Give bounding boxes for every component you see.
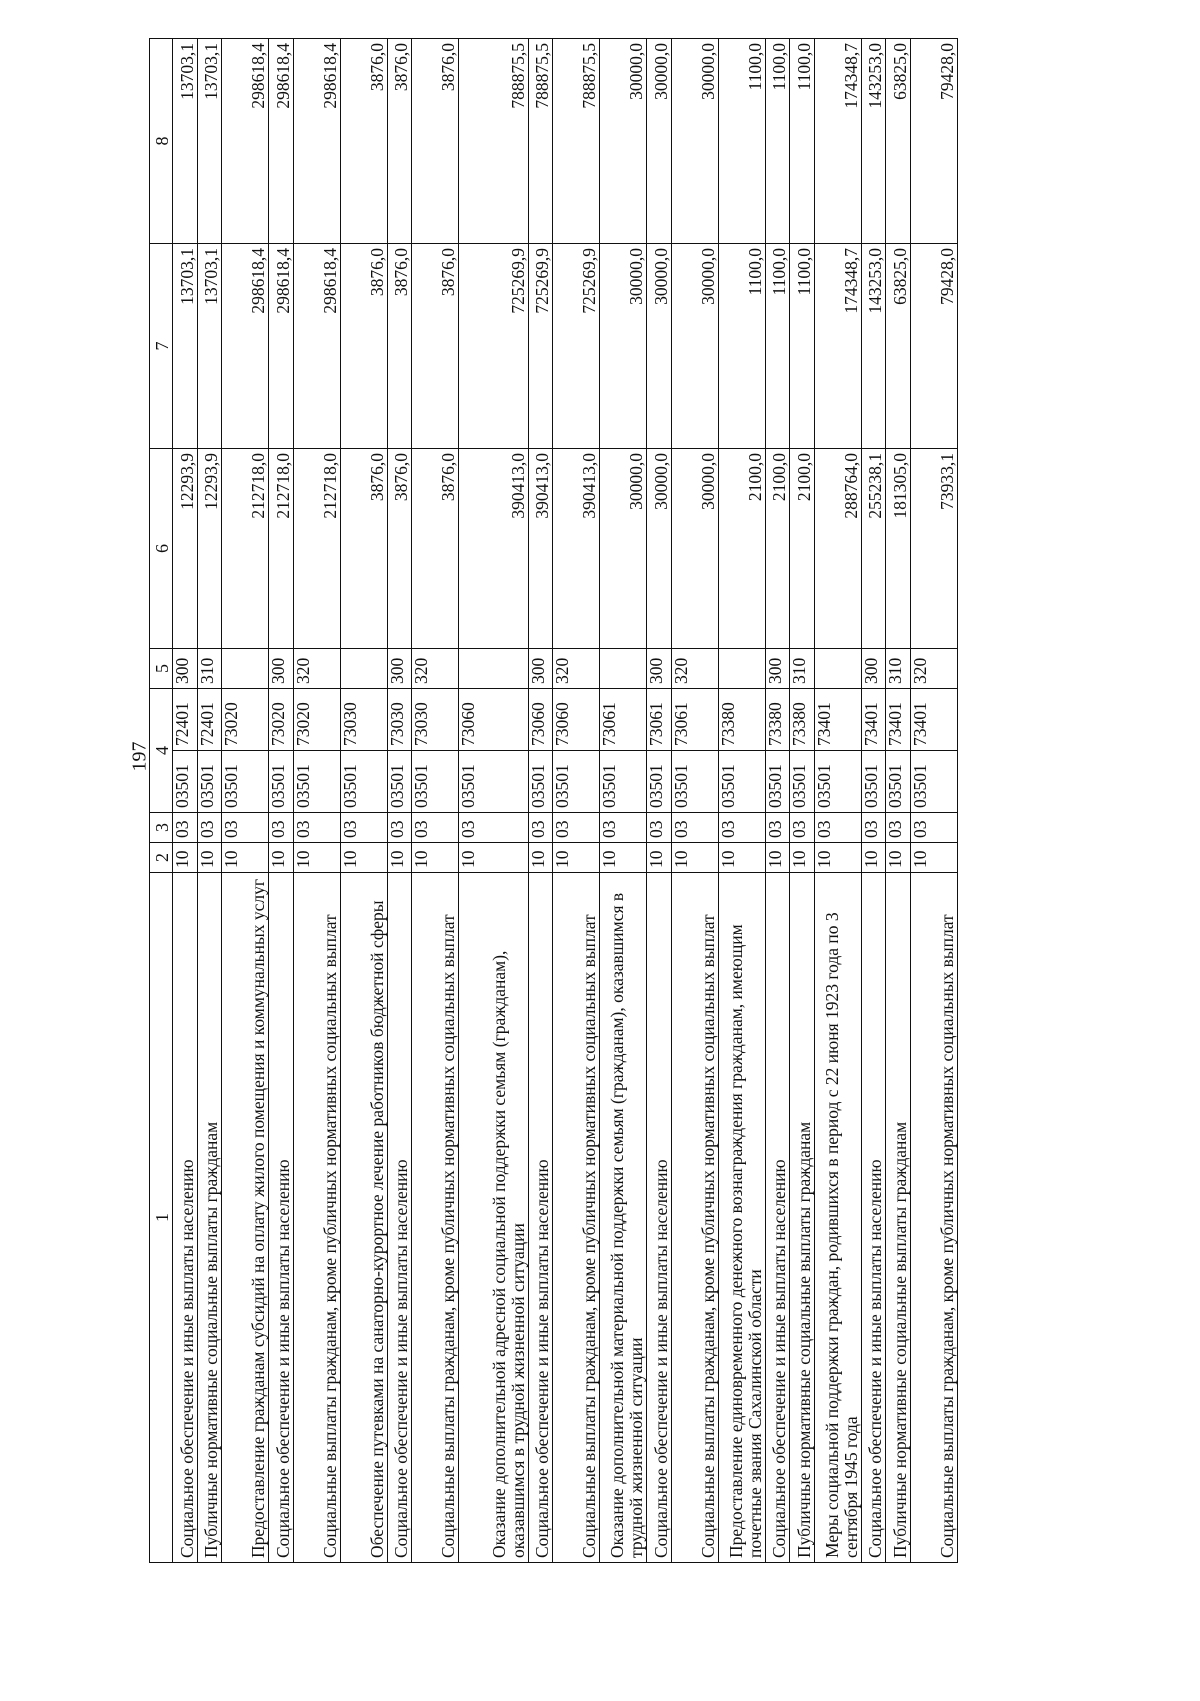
cell-amount-col7: 725269,9 <box>553 244 600 449</box>
cell-expense-type <box>340 649 387 689</box>
cell-amount-col7: 30000,0 <box>600 244 647 449</box>
cell-expense-type: 300 <box>765 649 790 689</box>
cell-section: 10 <box>197 843 222 873</box>
cell-name: Социальное обеспечение и иные выплаты населению <box>387 873 412 1563</box>
cell-target-item: 73380 <box>790 689 815 751</box>
cell-name: Социальное обеспечение и иные выплаты населению <box>647 873 672 1563</box>
table-row <box>173 39 198 1563</box>
cell-target-item: 73030 <box>340 689 387 751</box>
cell-section: 10 <box>269 843 294 873</box>
cell-subsection: 03 <box>790 813 815 843</box>
cell-target-item: 73061 <box>671 689 718 751</box>
cell-subsection: 03 <box>765 813 790 843</box>
cell-amount-col7: 3876,0 <box>387 244 412 449</box>
cell-target-program: 03501 <box>293 751 340 813</box>
cell-amount-col8: 63825,0 <box>886 39 911 244</box>
cell-name: Публичные нормативные социальные выплаты гражданам <box>197 873 222 1563</box>
header-col-6: 6 <box>150 449 173 649</box>
cell-target-item: 73020 <box>222 689 269 751</box>
cell-target-item: 73380 <box>765 689 790 751</box>
table-row <box>197 39 222 1563</box>
header-col-5: 5 <box>150 649 173 689</box>
cell-amount-col7: 30000,0 <box>647 244 672 449</box>
cell-subsection: 03 <box>671 813 718 843</box>
cell-subsection: 03 <box>718 813 765 843</box>
cell-amount-col6: 2100,0 <box>718 449 765 649</box>
cell-name: Оказание дополнительной материальной поддержки семьям (гражданам), оказавшимся в трудной жизненной ситуации <box>600 873 647 1563</box>
cell-amount-col8: 298618,4 <box>222 39 269 244</box>
cell-amount-col7: 13703,1 <box>197 244 222 449</box>
cell-target-program: 03501 <box>173 751 198 813</box>
cell-amount-col7: 3876,0 <box>412 244 459 449</box>
cell-name: Социальное обеспечение и иные выплаты населению <box>861 873 886 1563</box>
cell-section: 10 <box>222 843 269 873</box>
cell-expense-type: 320 <box>671 649 718 689</box>
cell-name: Социальные выплаты гражданам, кроме публичных нормативных социальных выплат <box>671 873 718 1563</box>
cell-expense-type: 320 <box>412 649 459 689</box>
cell-amount-col8: 143253,0 <box>861 39 886 244</box>
cell-amount-col6: 390413,0 <box>553 449 600 649</box>
cell-amount-col6: 2100,0 <box>790 449 815 649</box>
cell-amount-col6: 12293,9 <box>173 449 198 649</box>
cell-amount-col6: 3876,0 <box>340 449 387 649</box>
table-row <box>387 39 412 1563</box>
cell-amount-col7: 143253,0 <box>861 244 886 449</box>
cell-amount-col6: 212718,0 <box>222 449 269 649</box>
cell-amount-col7: 63825,0 <box>886 244 911 449</box>
table-row <box>886 39 911 1563</box>
header-col-7: 7 <box>150 244 173 449</box>
cell-amount-col8: 298618,4 <box>293 39 340 244</box>
cell-section: 10 <box>765 843 790 873</box>
table-row <box>412 39 459 1563</box>
cell-section: 10 <box>814 843 861 873</box>
table-row <box>765 39 790 1563</box>
cell-amount-col7: 298618,4 <box>293 244 340 449</box>
cell-amount-col6: 30000,0 <box>600 449 647 649</box>
cell-amount-col6: 390413,0 <box>528 449 553 649</box>
cell-target-program: 03501 <box>647 751 672 813</box>
cell-expense-type: 300 <box>861 649 886 689</box>
cell-amount-col7: 30000,0 <box>671 244 718 449</box>
cell-section: 10 <box>718 843 765 873</box>
cell-amount-col6: 30000,0 <box>671 449 718 649</box>
cell-target-item: 72401 <box>173 689 198 751</box>
cell-target-item: 72401 <box>197 689 222 751</box>
table-row <box>528 39 553 1563</box>
cell-target-program: 03501 <box>459 751 529 813</box>
cell-name: Социальные выплаты гражданам, кроме публичных нормативных социальных выплат <box>553 873 600 1563</box>
cell-amount-col8: 174348,7 <box>814 39 861 244</box>
cell-section: 10 <box>886 843 911 873</box>
cell-target-item: 73061 <box>600 689 647 751</box>
cell-expense-type <box>814 649 861 689</box>
cell-expense-type: 320 <box>910 649 957 689</box>
cell-target-program: 03501 <box>412 751 459 813</box>
cell-target-item: 73060 <box>553 689 600 751</box>
cell-expense-type <box>222 649 269 689</box>
cell-amount-col8: 13703,1 <box>197 39 222 244</box>
cell-target-item: 73060 <box>528 689 553 751</box>
table-row <box>293 39 340 1563</box>
cell-subsection: 03 <box>412 813 459 843</box>
cell-section: 10 <box>600 843 647 873</box>
cell-section: 10 <box>387 843 412 873</box>
cell-target-item: 73020 <box>293 689 340 751</box>
cell-target-item: 73401 <box>861 689 886 751</box>
cell-expense-type <box>600 649 647 689</box>
cell-section: 10 <box>293 843 340 873</box>
header-col-8: 8 <box>150 39 173 244</box>
cell-target-program: 03501 <box>861 751 886 813</box>
table-body <box>173 39 958 1563</box>
cell-expense-type: 300 <box>528 649 553 689</box>
cell-subsection: 03 <box>340 813 387 843</box>
cell-subsection: 03 <box>553 813 600 843</box>
table-row <box>222 39 269 1563</box>
cell-section: 10 <box>861 843 886 873</box>
table-row <box>910 39 957 1563</box>
cell-amount-col6: 181305,0 <box>886 449 911 649</box>
cell-amount-col7: 1100,0 <box>765 244 790 449</box>
cell-section: 10 <box>910 843 957 873</box>
budget-table-rotated <box>149 39 1147 1563</box>
cell-subsection: 03 <box>387 813 412 843</box>
cell-amount-col7: 725269,9 <box>528 244 553 449</box>
cell-expense-type: 300 <box>173 649 198 689</box>
cell-section: 10 <box>528 843 553 873</box>
cell-expense-type: 300 <box>647 649 672 689</box>
cell-target-program: 03501 <box>387 751 412 813</box>
cell-target-program: 03501 <box>222 751 269 813</box>
cell-subsection: 03 <box>600 813 647 843</box>
cell-expense-type: 300 <box>269 649 294 689</box>
cell-target-program: 03501 <box>671 751 718 813</box>
cell-target-item: 73030 <box>387 689 412 751</box>
table-row <box>269 39 294 1563</box>
table-row <box>553 39 600 1563</box>
header-col-2: 2 <box>150 843 173 873</box>
cell-subsection: 03 <box>886 813 911 843</box>
cell-amount-col8: 788875,5 <box>528 39 553 244</box>
budget-table <box>149 38 958 1563</box>
cell-amount-col6: 212718,0 <box>269 449 294 649</box>
cell-name: Предоставление гражданам субсидий на оплату жилого помещения и коммунальных услуг <box>222 873 269 1563</box>
cell-amount-col8: 30000,0 <box>600 39 647 244</box>
cell-name: Социальные выплаты гражданам, кроме публичных нормативных социальных выплат <box>412 873 459 1563</box>
cell-target-item: 73020 <box>269 689 294 751</box>
header-row <box>150 39 173 1563</box>
cell-amount-col8: 1100,0 <box>790 39 815 244</box>
cell-amount-col8: 788875,5 <box>553 39 600 244</box>
cell-name: Социальные выплаты гражданам, кроме публичных нормативных социальных выплат <box>293 873 340 1563</box>
cell-section: 10 <box>173 843 198 873</box>
cell-section: 10 <box>647 843 672 873</box>
cell-amount-col6: 3876,0 <box>412 449 459 649</box>
cell-target-program: 03501 <box>197 751 222 813</box>
cell-amount-col6: 212718,0 <box>293 449 340 649</box>
cell-amount-col8: 1100,0 <box>765 39 790 244</box>
cell-subsection: 03 <box>173 813 198 843</box>
cell-name: Социальное обеспечение и иные выплаты населению <box>528 873 553 1563</box>
cell-amount-col8: 3876,0 <box>387 39 412 244</box>
cell-amount-col6: 2100,0 <box>765 449 790 649</box>
cell-expense-type <box>718 649 765 689</box>
cell-amount-col7: 1100,0 <box>790 244 815 449</box>
table-row <box>647 39 672 1563</box>
cell-target-program: 03501 <box>790 751 815 813</box>
table-row <box>814 39 861 1563</box>
cell-subsection: 03 <box>459 813 529 843</box>
table-row <box>600 39 647 1563</box>
cell-target-item: 73060 <box>459 689 529 751</box>
cell-amount-col8: 3876,0 <box>412 39 459 244</box>
cell-name: Обеспечение путевками на санаторно-курортное лечение работников бюджетной сферы <box>340 873 387 1563</box>
cell-name: Социальное обеспечение и иные выплаты населению <box>173 873 198 1563</box>
table-row <box>861 39 886 1563</box>
cell-amount-col6: 390413,0 <box>459 449 529 649</box>
cell-expense-type: 300 <box>387 649 412 689</box>
cell-target-item: 73030 <box>412 689 459 751</box>
table-row <box>790 39 815 1563</box>
cell-amount-col8: 788875,5 <box>459 39 529 244</box>
cell-expense-type: 320 <box>553 649 600 689</box>
cell-subsection: 03 <box>910 813 957 843</box>
table-row <box>671 39 718 1563</box>
cell-name: Оказание дополнительной адресной социальной поддержки семьям (гражданам), оказавшимся в трудной жизненной ситуации <box>459 873 529 1563</box>
cell-amount-col6: 255238,1 <box>861 449 886 649</box>
cell-target-item: 73401 <box>910 689 957 751</box>
cell-amount-col7: 725269,9 <box>459 244 529 449</box>
cell-expense-type: 310 <box>790 649 815 689</box>
cell-amount-col8: 1100,0 <box>718 39 765 244</box>
cell-amount-col8: 30000,0 <box>671 39 718 244</box>
cell-amount-col8: 30000,0 <box>647 39 672 244</box>
cell-section: 10 <box>340 843 387 873</box>
cell-target-item: 73380 <box>718 689 765 751</box>
cell-name: Социальное обеспечение и иные выплаты населению <box>269 873 294 1563</box>
cell-target-program: 03501 <box>340 751 387 813</box>
cell-name: Публичные нормативные социальные выплаты гражданам <box>790 873 815 1563</box>
cell-amount-col8: 79428,0 <box>910 39 957 244</box>
table-row <box>459 39 529 1563</box>
table-row <box>340 39 387 1563</box>
cell-expense-type <box>459 649 529 689</box>
cell-amount-col7: 298618,4 <box>222 244 269 449</box>
cell-section: 10 <box>790 843 815 873</box>
cell-expense-type: 320 <box>293 649 340 689</box>
cell-name: Меры социальной поддержки граждан, родившихся в период с 22 июня 1923 года по 3 сентября 1945 года <box>814 873 861 1563</box>
cell-subsection: 03 <box>814 813 861 843</box>
cell-name: Предоставление единовременного денежного вознаграждения гражданам, имеющим почетные звания Сахалинской области <box>718 873 765 1563</box>
header-col-4: 4 <box>150 689 173 813</box>
cell-target-item: 73061 <box>647 689 672 751</box>
cell-subsection: 03 <box>528 813 553 843</box>
cell-amount-col6: 288764,0 <box>814 449 861 649</box>
cell-target-item: 73401 <box>814 689 861 751</box>
cell-expense-type: 310 <box>197 649 222 689</box>
table-row <box>718 39 765 1563</box>
cell-amount-col8: 13703,1 <box>173 39 198 244</box>
cell-amount-col8: 298618,4 <box>269 39 294 244</box>
cell-target-program: 03501 <box>718 751 765 813</box>
cell-section: 10 <box>459 843 529 873</box>
cell-target-program: 03501 <box>765 751 790 813</box>
cell-amount-col7: 3876,0 <box>340 244 387 449</box>
cell-subsection: 03 <box>269 813 294 843</box>
cell-subsection: 03 <box>197 813 222 843</box>
cell-target-program: 03501 <box>553 751 600 813</box>
cell-amount-col8: 3876,0 <box>340 39 387 244</box>
cell-subsection: 03 <box>647 813 672 843</box>
cell-subsection: 03 <box>861 813 886 843</box>
cell-amount-col7: 174348,7 <box>814 244 861 449</box>
cell-subsection: 03 <box>222 813 269 843</box>
cell-subsection: 03 <box>293 813 340 843</box>
cell-target-item: 73401 <box>886 689 911 751</box>
cell-section: 10 <box>412 843 459 873</box>
cell-amount-col6: 73933,1 <box>910 449 957 649</box>
cell-target-program: 03501 <box>814 751 861 813</box>
cell-name: Социальные выплаты гражданам, кроме публичных нормативных социальных выплат <box>910 873 957 1563</box>
cell-name: Социальное обеспечение и иные выплаты населению <box>765 873 790 1563</box>
cell-target-program: 03501 <box>910 751 957 813</box>
cell-name: Публичные нормативные социальные выплаты гражданам <box>886 873 911 1563</box>
header-col-3: 3 <box>150 813 173 843</box>
cell-amount-col6: 30000,0 <box>647 449 672 649</box>
cell-amount-col6: 3876,0 <box>387 449 412 649</box>
cell-expense-type: 310 <box>886 649 911 689</box>
cell-amount-col7: 298618,4 <box>269 244 294 449</box>
header-col-1: 1 <box>150 873 173 1563</box>
cell-amount-col7: 1100,0 <box>718 244 765 449</box>
cell-target-program: 03501 <box>528 751 553 813</box>
cell-target-program: 03501 <box>269 751 294 813</box>
cell-amount-col6: 12293,9 <box>197 449 222 649</box>
cell-section: 10 <box>671 843 718 873</box>
cell-section: 10 <box>553 843 600 873</box>
cell-target-program: 03501 <box>600 751 647 813</box>
cell-amount-col7: 79428,0 <box>910 244 957 449</box>
cell-target-program: 03501 <box>886 751 911 813</box>
cell-amount-col7: 13703,1 <box>173 244 198 449</box>
page-number: 197 <box>128 741 151 772</box>
